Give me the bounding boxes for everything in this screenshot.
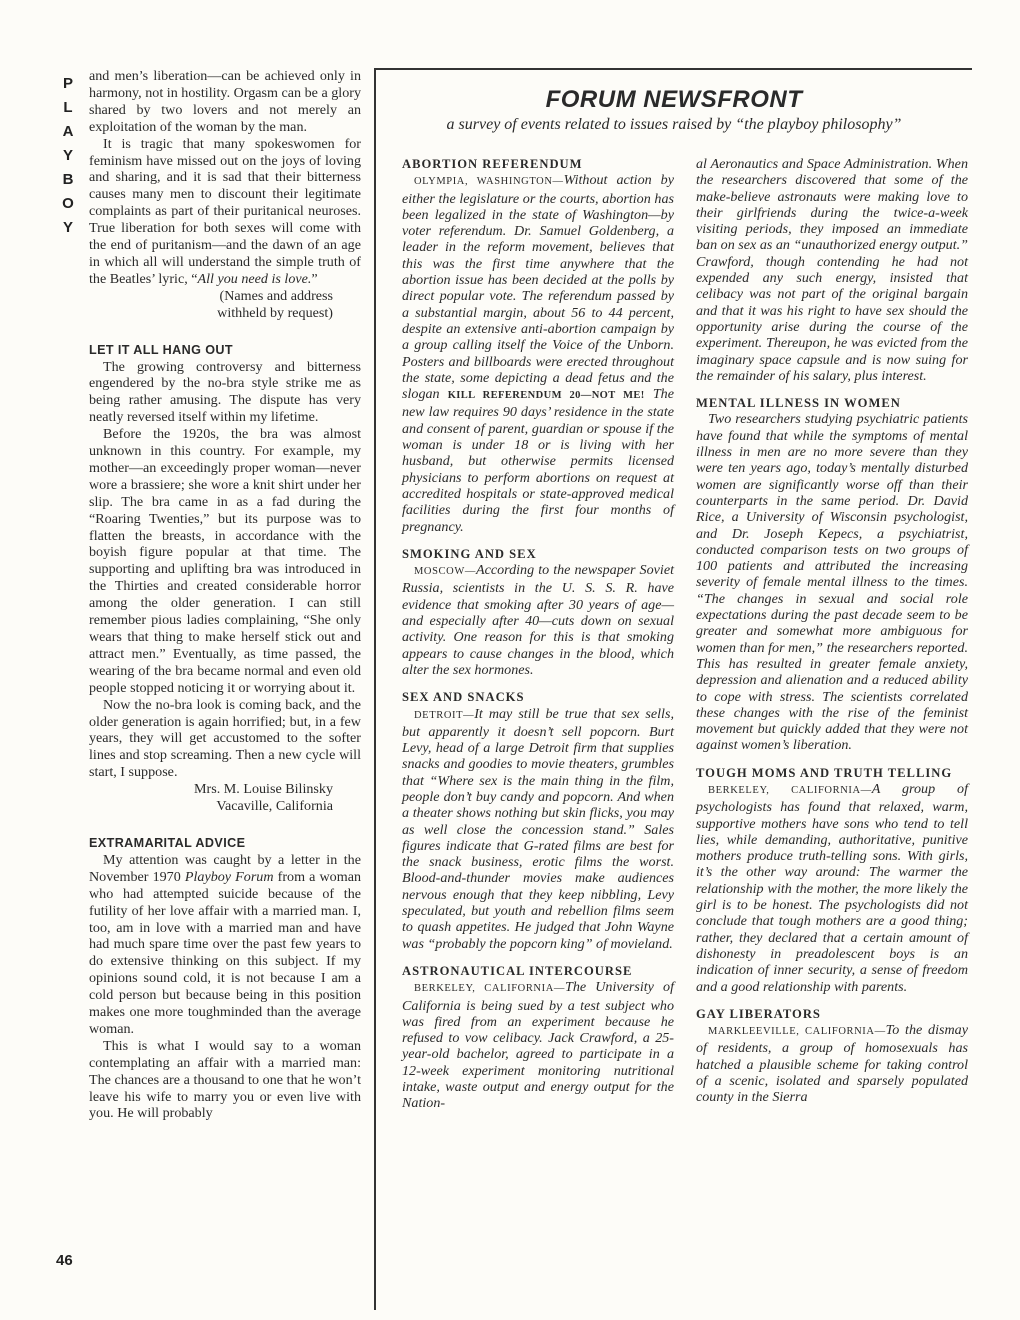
news-heading: SMOKING AND SEX <box>402 546 537 561</box>
news-heading: GAY LIBERATORS <box>696 1006 821 1021</box>
logo-letter: A <box>62 123 74 140</box>
news-item: MOSCOW—According to the newspaper Soviet Russia, scientists in the U. S. S. R. have evidence that smoking after 30 years of age—and especially after 40—cuts down on sexual activity. One reason for this is that smoking appears to cause changes in the blood, which alter the sex hormones. <box>402 562 674 678</box>
forum-title: FORUM NEWSFRONT <box>545 86 803 113</box>
letter-signature: (Names and address withheld by request) <box>217 287 333 321</box>
logo-letter: L <box>63 99 73 116</box>
forum-subtitle: a survey of events related to issues raised by “the playboy philosophy” <box>446 116 902 133</box>
newsfront-column-right <box>696 156 968 1106</box>
letter-paragraph: and men’s liberation—can be achieved only in harmony, not in hostility. Orgasm can be a glory shared by two lovers and not merely an exploitation of the woman by the man. <box>89 68 361 135</box>
letter-heading: LET IT ALL HANG OUT <box>89 342 234 357</box>
letter-heading: EXTRAMARITAL ADVICE <box>89 835 246 850</box>
letters-column <box>89 68 361 1122</box>
news-item: OLYMPIA, WASHINGTON—Without action by either the legislature or the courts, abortion has been legalized in the state of Washington—by voter referendum. Dr. Samuel Goldenberg, a leader in the reform movement, believes that this was the first time anywhere that the abortion issue has been decided at the polls by direct popular vote. The referendum passed by a substantial margin, about 56 to 44 percent, despite an extensive anti-abortion campaign by a group calling itself the Voice of the Unborn. Posters and billboards were erected throughout the state, some depicting a dead fetus and the slogan KILL REFERENDUM 20—NOT ME! The new law requires 90 days’ residence in the state and consent of parent, guardian or spouse if the woman is under 18 or is living with her husband, but otherwise permits licensed physicians to perform abortions on request at accredited hospitals or state-approved medical facilities during the first four months of pregnancy. <box>402 172 674 535</box>
news-item: BERKELEY, CALIFORNIA—A group of psychologists has found that relaxed, warm, supportive mothers have sons who tend to tell lies, while demanding, authoritative, punitive mothers produce truth-telling sons. With girls, it’s the other way around: The warmer the relationship with the mother, the more likely the girl is to be honest. The psychologists did not conclude that tough mothers are a good thing; rather, they declared that a certain amount of dishonesty in preadolescent boys is an indication of inner security, a sense of freedom and a good relationship with parents. <box>696 780 968 995</box>
letter-paragraph: Before the 1920s, the bra was almost unknown in this country. For example, my mother—an exceedingly proper woman—never wore a brassiere; she wore a knit shirt under her slip. The bra came in as a fad during the “Roaring Twenties,” but its purpose was to flatten the breasts, in accordance with the boyish figure popular at that time. The supporting and uplifting bra was introduced in the Thirties and created considerable horror among the older generation. I can still remember pious ladies complaining, “She only wears that thing to make herself stick out and attract men.” Eventually, as time passed, the wearing of the bra became normal and even old people stopped noticing it or worrying about it. <box>89 426 361 696</box>
dateline: BERKELEY, CALIFORNIA— <box>708 784 872 796</box>
news-heading: SEX AND SNACKS <box>402 690 525 705</box>
news-item: BERKELEY, CALIFORNIA—The University of California is being sued by a test subject who was fired from an experiment because he refused to vow celibacy. Jack Crawford, a 25-year-old bachelor, agreed to participate in a 12-week experiment monitoring nutritional intake, waste output and energy output for the Nation- <box>402 979 674 1112</box>
dateline: DETROIT— <box>414 709 475 721</box>
dateline: MOSCOW— <box>414 566 476 578</box>
playboy-side-logo <box>60 72 76 240</box>
news-item-continued: al Aeronautics and Space Administration. When the researchers discovered that some of the make-believe astronauts were making love to their girlfriends during the twice-a-week visiting periods, they imposed an immediate ban on sex as an “unauthorized energy output.” Crawford, though contending he had not expended any such energy, insisted that celibacy was not part of the original bargain and that it was his right to have sex should the opportunity arise during the course of the experiment. Thereupon, he was evicted from the imaginary space capsule and is now suing for the remainder of his salary, plus interest. <box>696 156 968 384</box>
news-heading: TOUGH MOMS AND TRUTH TELLING <box>696 765 953 780</box>
letter-paragraph: Now the no-bra look is coming back, and the older generation is again horrified; but, in a few years, they will get accustomed to the softer lines and stop screaming. Then a new cycle will start, I suppose. <box>89 696 361 781</box>
forum-newsfront-box <box>374 68 972 1310</box>
news-item: MARKLEEVILLE, CALIFORNIA—To the dismay of residents, a group of homosexuals has hatched a plausible scheme for taking control of a scenic, isolated and sparsely populated county in the Sierra <box>696 1022 968 1106</box>
logo-letter: P <box>62 75 73 92</box>
logo-letter: O <box>62 195 74 212</box>
magazine-title: Playboy Forum <box>184 868 274 885</box>
logo-letter: Y <box>62 147 73 164</box>
letter-paragraph: The growing controversy and bitterness engendered by the no-bra style strike me as being rather amusing. The dispute has very neatly reversed itself within my lifetime. <box>89 358 361 426</box>
dateline: BERKELEY, CALIFORNIA— <box>414 983 565 995</box>
letter-paragraph: My attention was caught by a letter in the November 1970 Playboy Forum from a woman who had attempted suicide because of the futility of her love affair with a married man. I, too, am in love with a married man and have had much spare time over the past few years to do extensive thinking on this subject. If my opinions sound cold, it is not because I am a cold person but because being in this position makes one more toughminded than the average woman. <box>89 851 361 1037</box>
news-heading: MENTAL ILLNESS IN WOMEN <box>696 396 901 411</box>
letter-paragraph: This is what I would say to a woman contemplating an affair with a married man: The chances are a thousand to one that he won’t leave his wife to marry you or even live with you. He will probably <box>89 1037 361 1122</box>
newsfront-column-left <box>402 156 674 1112</box>
dateline: MARKLEEVILLE, CALIFORNIA— <box>708 1026 886 1038</box>
beatles-lyric: All you need is love. <box>197 270 312 287</box>
news-heading: ASTRONAUTICAL INTERCOURSE <box>402 963 633 978</box>
letter-paragraph: It is tragic that many spokeswomen for feminism have missed out on the joys of loving and sharing, and it is sad that their bitterness causes many men to discount their legitimate complaints as part of their puritanical neuroses. True liberation for both sexes will come with the end of puritanism—and the dawn of an age in which all will understand the simple truth of the Beatles’ lyric, “All you need is love.” <box>89 135 361 287</box>
dateline: OLYMPIA, WASHINGTON— <box>414 176 564 188</box>
page-number: 46 <box>56 1252 73 1269</box>
news-heading: ABORTION REFERENDUM <box>402 157 583 171</box>
news-item: Two researchers studying psychiatric patients have found that while the symptoms of mental illness in men are no more severe than they were ten years ago, today’s mentally disturbed women are significantly worse off than their counterparts in the same period. Dr. David Rice, a University of Wisconsin psychologist, and Dr. Joseph Kepecs, a psychiatrist, conducted comparison tests on two groups of 100 patients and attributed the increasing severity of female mental illness to the times. “The changes in sexual and social role expectations during the past decade seem to be greater and somewhat more ambiguous for women than for men,” the researchers reported. This has resulted in greater female anxiety, depression and alienation and a reduced ability to cope with stress. The scientists correlated these changes with the rise of the feminist movement but quickly added that they were not against women’s liberation. <box>696 411 968 754</box>
logo-letter: B <box>62 171 74 188</box>
logo-letter: Y <box>62 219 73 236</box>
letter-signature: Mrs. M. Louise Bilinsky Vacaville, California <box>194 781 333 815</box>
slogan: KILL REFERENDUM 20—NOT ME! <box>447 390 645 402</box>
news-item: DETROIT—It may still be true that sex sells, but apparently it doesn’t sell popcorn. Burt Levy, head of a large Detroit firm that supplies snacks and goodies to movie theaters, grumbles that “Where sex is the main thing in the film, people don’t buy candy and popcorn. And when a theater shows nothing but skin flicks, you may as well close the concession stand.” Sales figures indicate that G-rated films are best for the snack business, erotic films the worst. Blood-and-thunder movies make audiences nervous enough that they keep nibbling, Levy speculated, but youth and rebellion films seem to quash appetites. He judged that John Wayne was “probably the popcorn king” of movieland. <box>402 705 674 952</box>
